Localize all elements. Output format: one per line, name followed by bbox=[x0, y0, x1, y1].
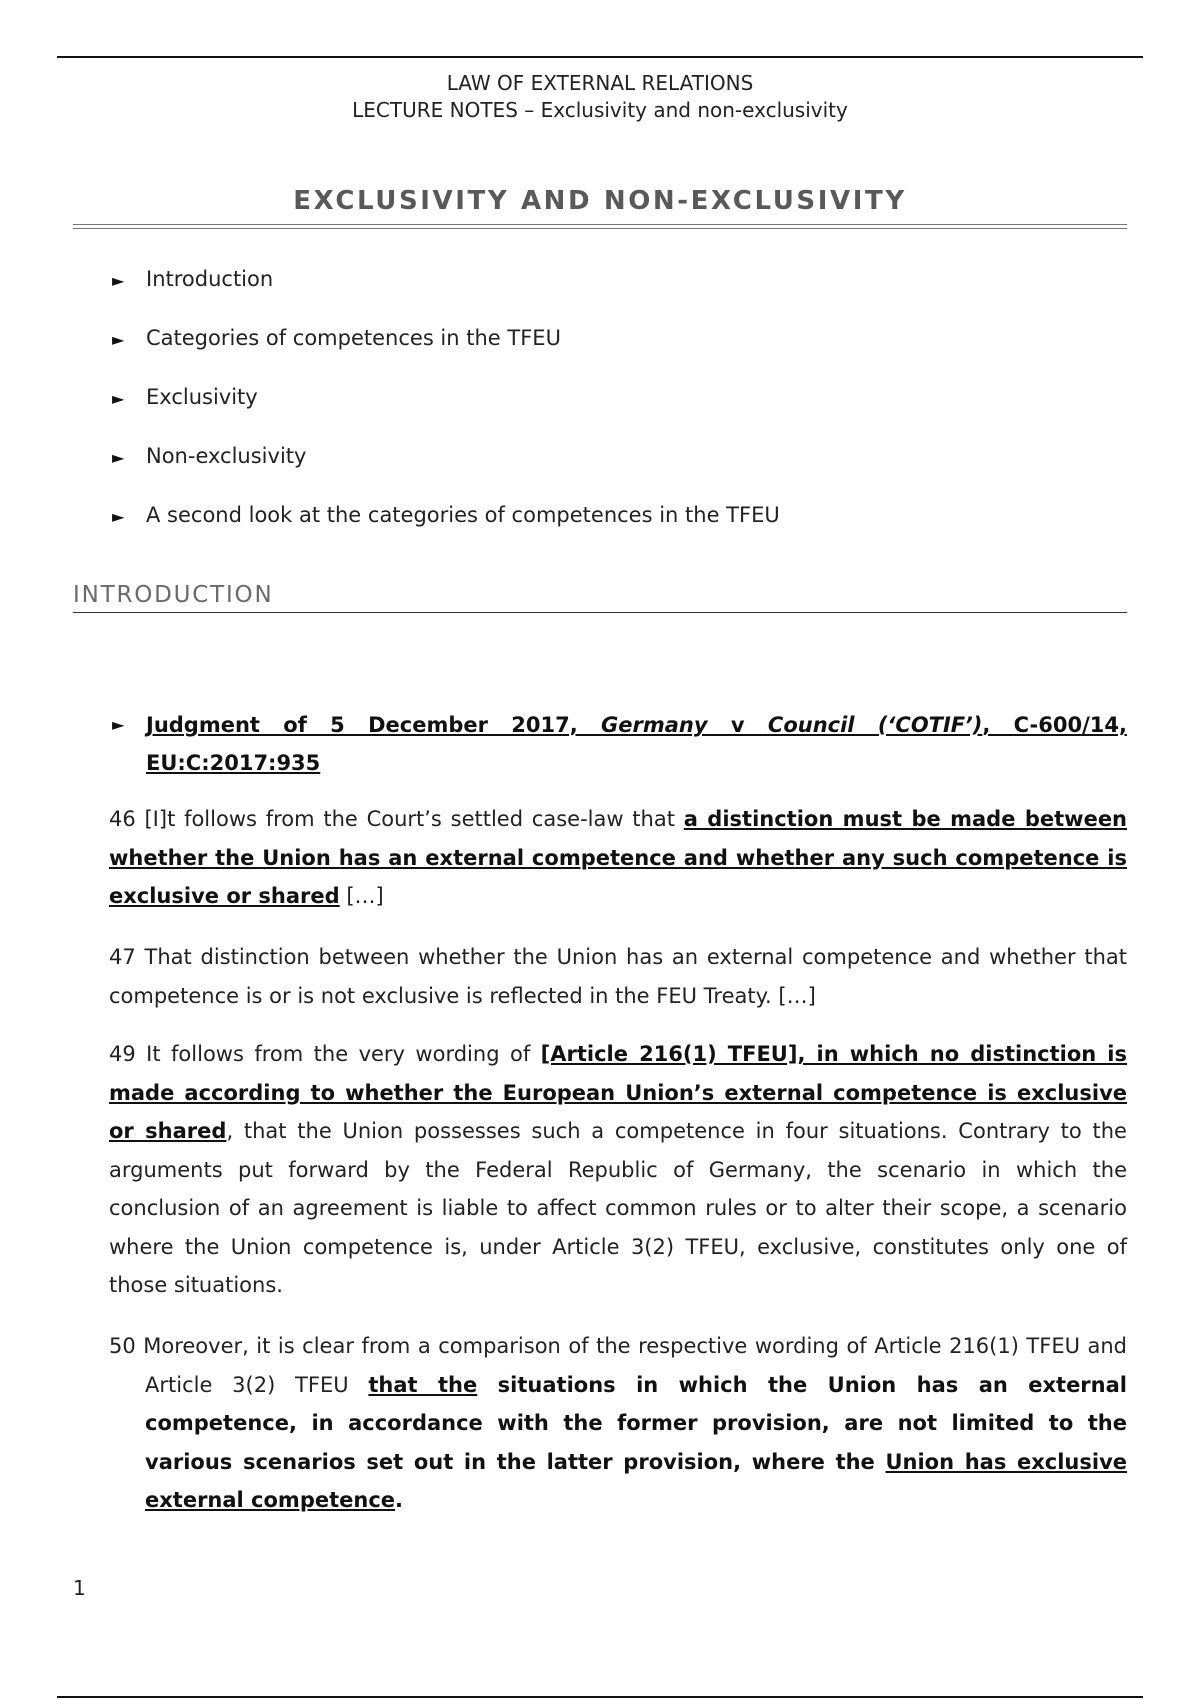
toc-item bbox=[112, 494, 780, 553]
header-rule bbox=[57, 56, 1143, 58]
table-of-contents bbox=[112, 258, 780, 553]
section-heading-introduction: INTRODUCTION bbox=[73, 582, 1127, 613]
toc-item-label: Categories of competences in the TFEU bbox=[146, 326, 561, 350]
party-germany: Germany bbox=[601, 713, 708, 737]
toc-item bbox=[112, 317, 780, 376]
document-title: EXCLUSIVITY AND NON-EXCLUSIVITY bbox=[293, 186, 907, 216]
paragraph-47: 47 That distinction between whether the Union has an external competence and whether that competence is or is not exclusive is reflected in the FEU Treaty. […] bbox=[109, 945, 1127, 1008]
arrow-bullet-icon: ► bbox=[112, 271, 125, 290]
toc-item-label: Introduction bbox=[146, 267, 274, 291]
emphasis-or-shared: or shared bbox=[109, 1119, 227, 1143]
party-council: Council (‘COTIF’) bbox=[767, 713, 983, 737]
page-header bbox=[0, 70, 1200, 124]
emphasis-exclusive-competence: Union has exclusive external competence bbox=[145, 1449, 1127, 1512]
arrow-bullet-icon: ► bbox=[112, 389, 125, 408]
paragraph-50: 50 Moreover, it is clear from a comparison of the respective wording of Article 216(1) TFEU and Article 3(2) TFEU that the situations in which the Union has an external competence, in accordance with the former provision, are not limited to the various scenarios set out in the latter provision, where the Union has exclusive external competence. bbox=[109, 1334, 1127, 1512]
toc-item-label: A second look at the categories of competences in the TFEU bbox=[146, 503, 780, 527]
arrow-bullet-icon: ► bbox=[112, 715, 125, 734]
emphasis-distinction: a distinction must be made between whether the Union has an external competence and whether any such competence is exclusive or shared bbox=[109, 807, 1128, 908]
judgment-citation bbox=[112, 706, 1127, 782]
header-lecture-subtitle: LECTURE NOTES – Exclusivity and non-exclusivity bbox=[352, 98, 848, 122]
paragraph-49: 49 It follows from the very wording of [Article 216(1) TFEU], in which no distinction is made according to whether the European Union’s external competence is exclusive or shared, that the Union possesses such a competence in four situations. Contrary to the arguments put forward by the Federal Republic of Germany, the scenario in which the conclusion of an agreement is liable to affect common rules or to alter their scope, a scenario where the Union competence is, under Article 3(2) TFEU, exclusive, constitutes only one of those situations. bbox=[109, 1042, 1127, 1297]
footer-rule bbox=[57, 1696, 1143, 1698]
arrow-bullet-icon: ► bbox=[112, 330, 125, 349]
toc-item bbox=[112, 435, 780, 494]
arrow-bullet-icon: ► bbox=[112, 507, 125, 526]
paragraph-46: 46 [I]t follows from the Court’s settled case-law that a distinction must be made between whether the Union has an external competence and whether any such competence is exclusive or shared […] bbox=[109, 807, 1128, 908]
toc-item bbox=[112, 376, 780, 435]
page-number: 1 bbox=[73, 1576, 86, 1600]
judgment-citation-text: Judgment of 5 December 2017, Germany v Council (‘COTIF’), C-600/14, EU:C:2017:935 bbox=[146, 713, 1127, 775]
header-course-title: LAW OF EXTERNAL RELATIONS bbox=[446, 71, 754, 95]
toc-item-label: Non-exclusivity bbox=[146, 444, 307, 468]
emphasis-article-216: [Article 216(1) TFEU], in which no distinction is made according to whether the European Union’s external competence is exclusive bbox=[109, 1042, 1127, 1105]
toc-item-label: Exclusivity bbox=[146, 385, 258, 409]
emphasis-situations: situations in which the Union has an external competence, in accordance with the former provision, are not limited to the various scenarios set out in the latter provision, where the bbox=[145, 1372, 1127, 1474]
emphasis-that-the: that the bbox=[368, 1372, 478, 1397]
arrow-bullet-icon: ► bbox=[112, 448, 125, 467]
toc-item bbox=[112, 258, 780, 317]
title-double-rule bbox=[73, 224, 1127, 229]
